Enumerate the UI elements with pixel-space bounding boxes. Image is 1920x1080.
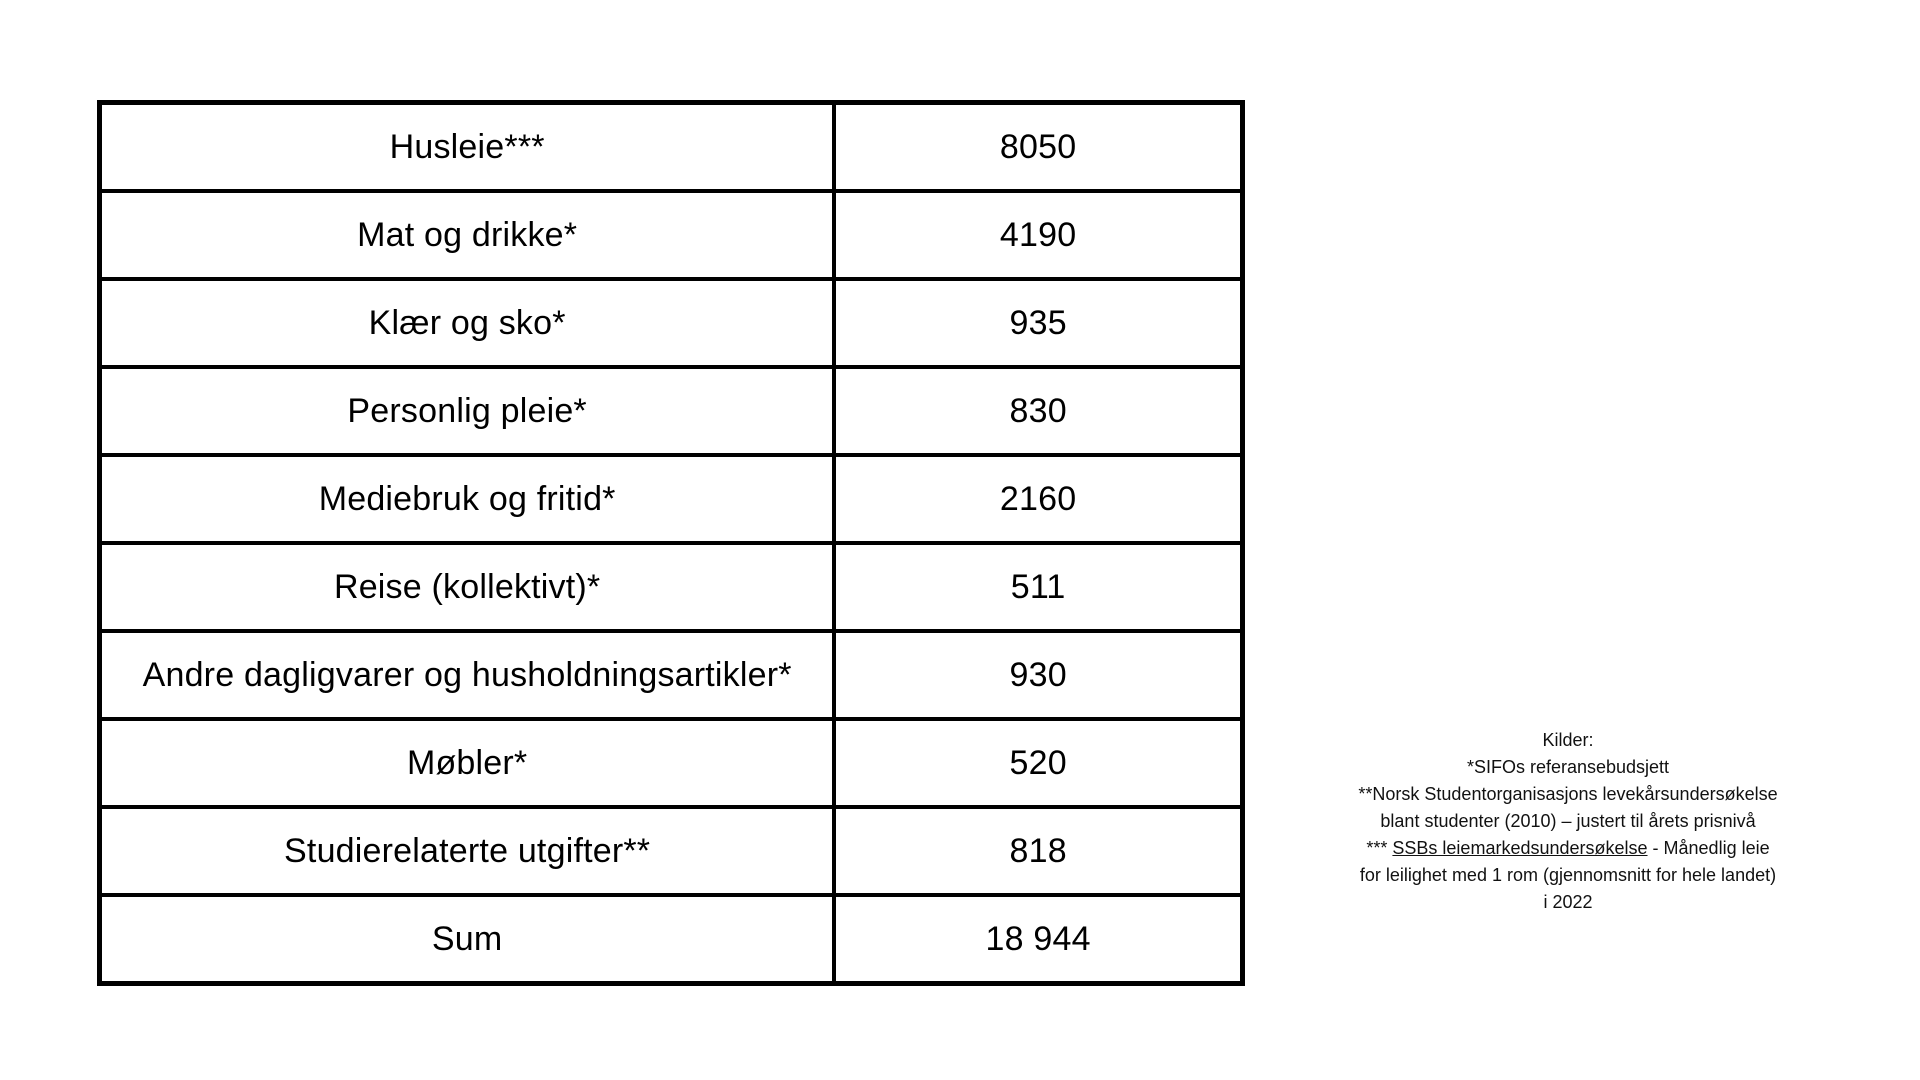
expense-label-cell: Sum <box>100 895 835 984</box>
footnote-nso-line2: blant studenter (2010) – justert til årets prisnivå <box>1380 811 1756 831</box>
table-row <box>100 543 1243 631</box>
expense-value-cell: 830 <box>834 367 1242 455</box>
table-row <box>100 455 1243 543</box>
expense-value-cell: 511 <box>834 543 1242 631</box>
expense-value-cell: 520 <box>834 719 1242 807</box>
table-row <box>100 191 1243 279</box>
expense-label-cell: Reise (kollektivt)* <box>100 543 835 631</box>
footnote-ssb-line1 <box>1308 835 1828 862</box>
expense-label-cell: Klær og sko* <box>100 279 835 367</box>
table-row <box>100 631 1243 719</box>
expense-label-cell: Møbler* <box>100 719 835 807</box>
table-row <box>100 103 1243 192</box>
expense-label-cell: Andre dagligvarer og husholdningsartikler* <box>100 631 835 719</box>
footnote-ssb-line2: for leilighet med 1 rom (gjennomsnitt for hele landet) <box>1359 865 1777 885</box>
footnote-sifo: *SIFOs referansebudsjett <box>1466 757 1670 777</box>
footnotes-block <box>1308 727 1828 916</box>
expense-value-cell: 930 <box>834 631 1242 719</box>
student-budget-table <box>97 100 1245 986</box>
sum-row <box>100 895 1243 984</box>
footnote-ssb-line3: i 2022 <box>1543 892 1593 912</box>
table-row <box>100 367 1243 455</box>
expense-value-cell: 4190 <box>834 191 1242 279</box>
expense-label-cell: Husleie*** <box>100 103 835 192</box>
table-row <box>100 719 1243 807</box>
expense-value-cell: 8050 <box>834 103 1242 192</box>
table-row <box>100 807 1243 895</box>
expense-value-cell: 18 944 <box>834 895 1242 984</box>
expense-label-cell: Studierelaterte utgifter** <box>100 807 835 895</box>
expense-label-cell: Personlig pleie* <box>100 367 835 455</box>
expense-value-cell: 818 <box>834 807 1242 895</box>
footnotes-title: Kilder: <box>1542 730 1594 750</box>
footnote-nso-line1: **Norsk Studentorganisasjons levekårsundersøkelse <box>1358 784 1778 804</box>
expense-value-cell: 935 <box>834 279 1242 367</box>
expense-label-cell: Mediebruk og fritid* <box>100 455 835 543</box>
footnote-ssb-prefix: *** <box>1366 838 1393 858</box>
footnote-ssb-suffix: - Månedlig leie <box>1647 838 1770 858</box>
ssb-leiemarked-link[interactable]: SSBs leiemarkedsundersøkelse <box>1392 838 1648 858</box>
expense-label-cell: Mat og drikke* <box>100 191 835 279</box>
expense-value-cell: 2160 <box>834 455 1242 543</box>
budget-table-body <box>100 103 1243 984</box>
table-row <box>100 279 1243 367</box>
